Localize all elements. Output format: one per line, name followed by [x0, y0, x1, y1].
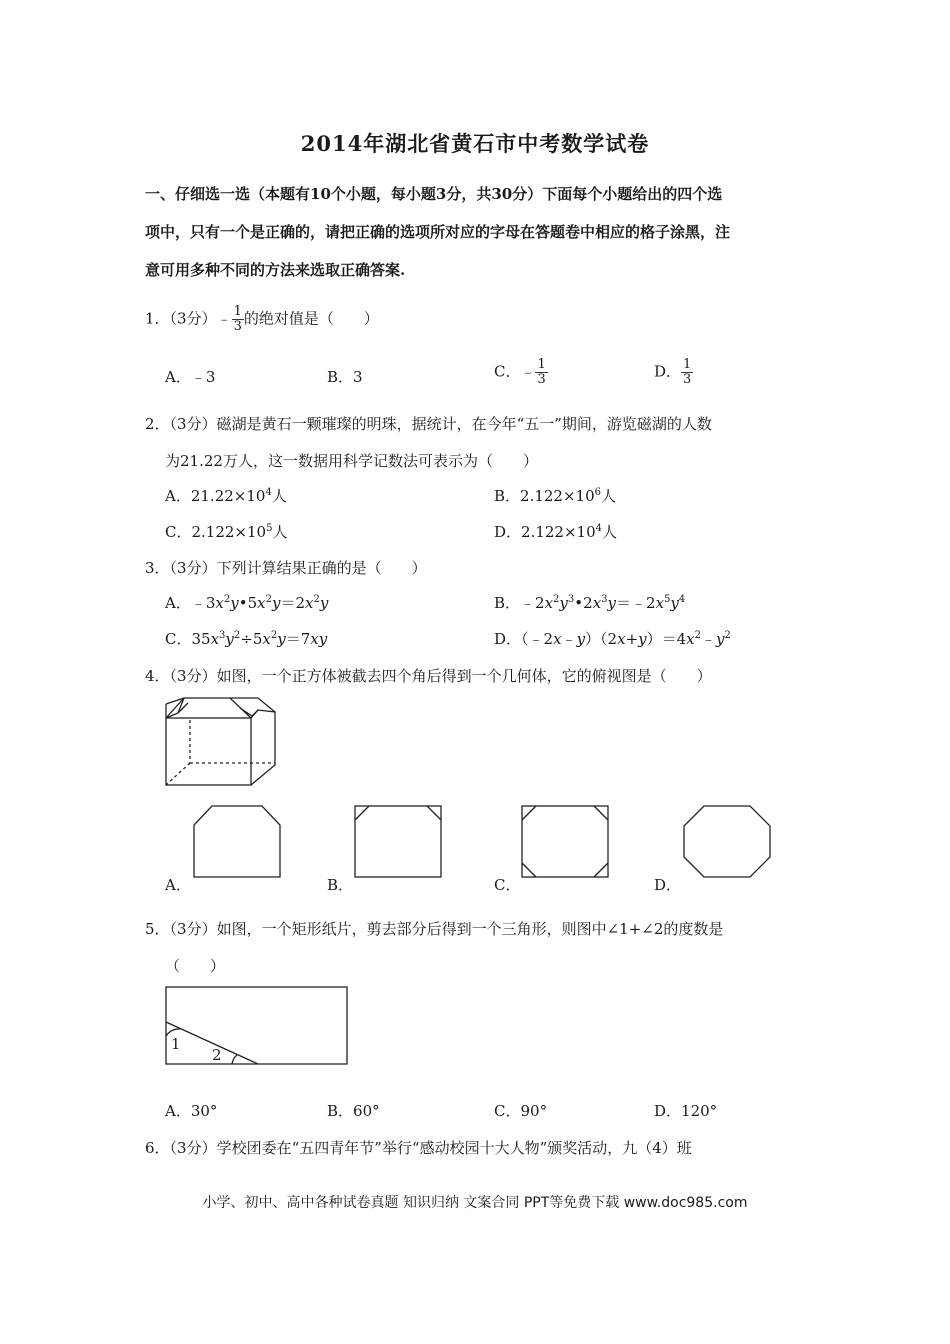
question-2-option-c: C．$2.122\times 10^5$人 [165, 523, 288, 541]
question-5-stem-line-1: 5．（3分）如图，一个矩形纸片，剪去部分后得到一个三角形，则图中∠1+∠2的度数是 [145, 920, 724, 938]
question-3-option-d: D．$(﹣2x﹣y)(2x+y)=4x^2﹣y^2$ [494, 630, 731, 648]
question-4-option-d: D． [654, 876, 682, 894]
question-5-stem-line-2: （ ） [165, 957, 226, 975]
question-1-option-a: A．﹣3 [165, 368, 216, 386]
question-6-stem-line-1: 6．（3分）学校团委在“五四青年节”举行“感动校园十大人物”颁奖活动，九（4）班 [145, 1139, 692, 1157]
question-2-stem-line-1: 2．（3分）磁湖是黄石一颗璀璨的明珠，据统计，在今年“五一”期间，游览磁湖的人数 [145, 415, 712, 433]
angle-1-label: 1 [171, 1035, 181, 1053]
section-instruction-line-2: 项中，只有一个是正确的，请把正确的选项所对应的字母在答题卷中相应的格子涂黑，注 [145, 223, 731, 241]
question-5-option-b: B．60° [327, 1102, 380, 1120]
question-4-option-b: B． [327, 876, 354, 894]
question-4-option-c: C． [494, 876, 521, 894]
question-1-option-b: B．3 [327, 368, 363, 386]
section-instruction-line-1: 一、仔细选一选（本题有10个小题，每小题3分，共30分）下面每个小题给出的四个选 [145, 185, 723, 203]
page-title: 2014年湖北省黄石市中考数学试卷 [300, 131, 650, 156]
page-footer[interactable]: 小学、初中、高中各种试卷真题 知识归纳 文案合同 PPT等免费下载 www.doc985.com [202, 1195, 748, 1211]
question-5-option-d: D．120° [654, 1102, 718, 1120]
rectangle-paper [166, 987, 347, 1064]
question-3-option-a: A．$﹣3x^2y•5x^2y=2x^2y$ [165, 594, 329, 612]
question-5-option-a: A．30° [165, 1102, 218, 1120]
question-2-option-d: D．$2.122\times 10^4$人 [494, 523, 618, 541]
question-3-stem: 3．（3分）下列计算结果正确的是（ ） [145, 559, 427, 577]
question-3-option-b: B．$﹣2x^2y^3•2x^3y=﹣2x^5y^4$ [494, 594, 686, 612]
question-5-option-c: C．90° [494, 1102, 548, 1120]
question-3-option-c: C．$35x^3y^2\div 5x^2y=7xy$ [165, 630, 328, 648]
question-1-option-c: C．﹣ $\frac{1}{3}$ [494, 357, 546, 387]
question-2-option-b: B．$2.122\times 10^6$人 [494, 487, 617, 505]
angle-2-label: 2 [212, 1046, 222, 1064]
section-instruction-line-3: 意可用多种不同的方法来选取正确答案. [145, 261, 406, 279]
question-4-stem: 4．（3分）如图，一个正方体被截去四个角后得到一个几何体，它的俯视图是（ ） [145, 667, 712, 685]
question-2-option-a: A．$21.22\times 10^4$人 [165, 487, 287, 505]
question-1-option-d: D． $\frac{1}{3}$ [654, 357, 692, 387]
question-1-stem: 1．（3分）﹣ $\frac{1}{3}$ 的绝对值是（ ） [145, 304, 379, 334]
angle-2-arc [232, 1055, 237, 1064]
question-2-stem-line-2: 为21.22万人，这一数据用科学记数法可表示为（ ） [165, 452, 538, 470]
fraction: $\frac{1}{3}$ [233, 304, 242, 334]
question-4-option-a: A． [165, 876, 191, 894]
